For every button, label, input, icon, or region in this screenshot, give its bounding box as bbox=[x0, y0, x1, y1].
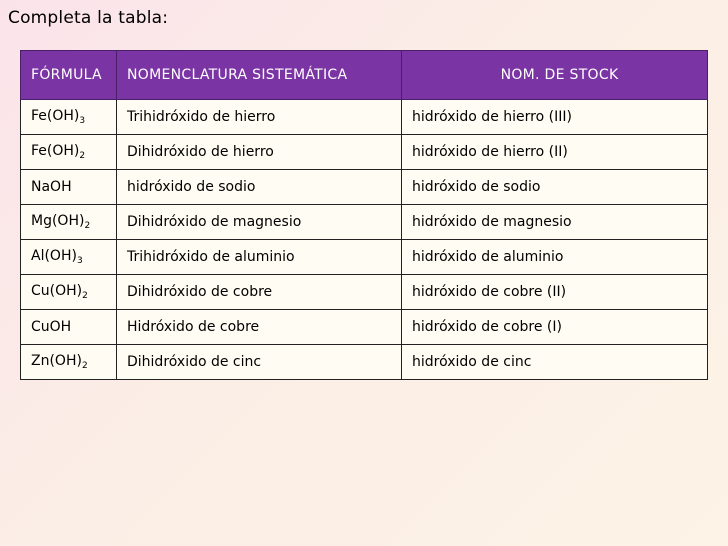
formula-base: NaOH bbox=[31, 179, 72, 195]
formula-cell bbox=[21, 170, 117, 205]
table-header-row bbox=[21, 51, 708, 100]
sistematica-cell: Trihidróxido de aluminio bbox=[117, 240, 402, 275]
stock-cell: hidróxido de sodio bbox=[402, 170, 708, 205]
sistematica-cell: Dihidróxido de cobre bbox=[117, 275, 402, 310]
header-sistematica: NOMENCLATURA SISTEMÁTICA bbox=[117, 51, 402, 100]
sistematica-cell: Trihidróxido de hierro bbox=[117, 100, 402, 135]
formula-subscript: 2 bbox=[81, 361, 88, 371]
formula-subscript: 3 bbox=[76, 256, 83, 266]
formula-base: Al(OH) bbox=[31, 248, 77, 264]
stock-cell: hidróxido de aluminio bbox=[402, 240, 708, 275]
table-row bbox=[21, 135, 708, 170]
header-formula: FÓRMULA bbox=[21, 51, 117, 100]
sistematica-cell: Dihidróxido de magnesio bbox=[117, 205, 402, 240]
formula-cell bbox=[21, 135, 117, 170]
formula-base: Mg(OH) bbox=[31, 213, 85, 229]
formula-cell bbox=[21, 345, 117, 380]
nomenclature-table bbox=[20, 50, 708, 380]
stock-cell: hidróxido de cobre (II) bbox=[402, 275, 708, 310]
sistematica-cell: Hidróxido de cobre bbox=[117, 310, 402, 345]
stock-cell: hidróxido de hierro (III) bbox=[402, 100, 708, 135]
formula-subscript: 2 bbox=[84, 221, 91, 231]
stock-cell: hidróxido de cobre (I) bbox=[402, 310, 708, 345]
table-row bbox=[21, 345, 708, 380]
formula-cell bbox=[21, 205, 117, 240]
stock-cell: hidróxido de cinc bbox=[402, 345, 708, 380]
header-stock: NOM. DE STOCK bbox=[402, 51, 708, 100]
formula-base: CuOH bbox=[31, 319, 72, 335]
formula-base: Zn(OH) bbox=[31, 353, 82, 369]
formula-subscript: 3 bbox=[79, 116, 86, 126]
table-row bbox=[21, 310, 708, 345]
sistematica-cell: hidróxido de sodio bbox=[117, 170, 402, 205]
table-row bbox=[21, 275, 708, 310]
table-row bbox=[21, 240, 708, 275]
table-row bbox=[21, 205, 708, 240]
formula-cell bbox=[21, 310, 117, 345]
formula-subscript: 2 bbox=[79, 151, 86, 161]
table-row bbox=[21, 170, 708, 205]
page-title: Completa la tabla: bbox=[8, 8, 169, 28]
formula-cell bbox=[21, 100, 117, 135]
sistematica-cell: Dihidróxido de cinc bbox=[117, 345, 402, 380]
stock-cell: hidróxido de hierro (II) bbox=[402, 135, 708, 170]
formula-base: Cu(OH) bbox=[31, 283, 83, 299]
sistematica-cell: Dihidróxido de hierro bbox=[117, 135, 402, 170]
formula-base: Fe(OH) bbox=[31, 108, 80, 124]
formula-subscript: 2 bbox=[82, 291, 88, 301]
formula-cell bbox=[21, 275, 117, 310]
formula-cell bbox=[21, 240, 117, 275]
table-row bbox=[21, 100, 708, 135]
formula-base: Fe(OH) bbox=[31, 143, 80, 159]
stock-cell: hidróxido de magnesio bbox=[402, 205, 708, 240]
